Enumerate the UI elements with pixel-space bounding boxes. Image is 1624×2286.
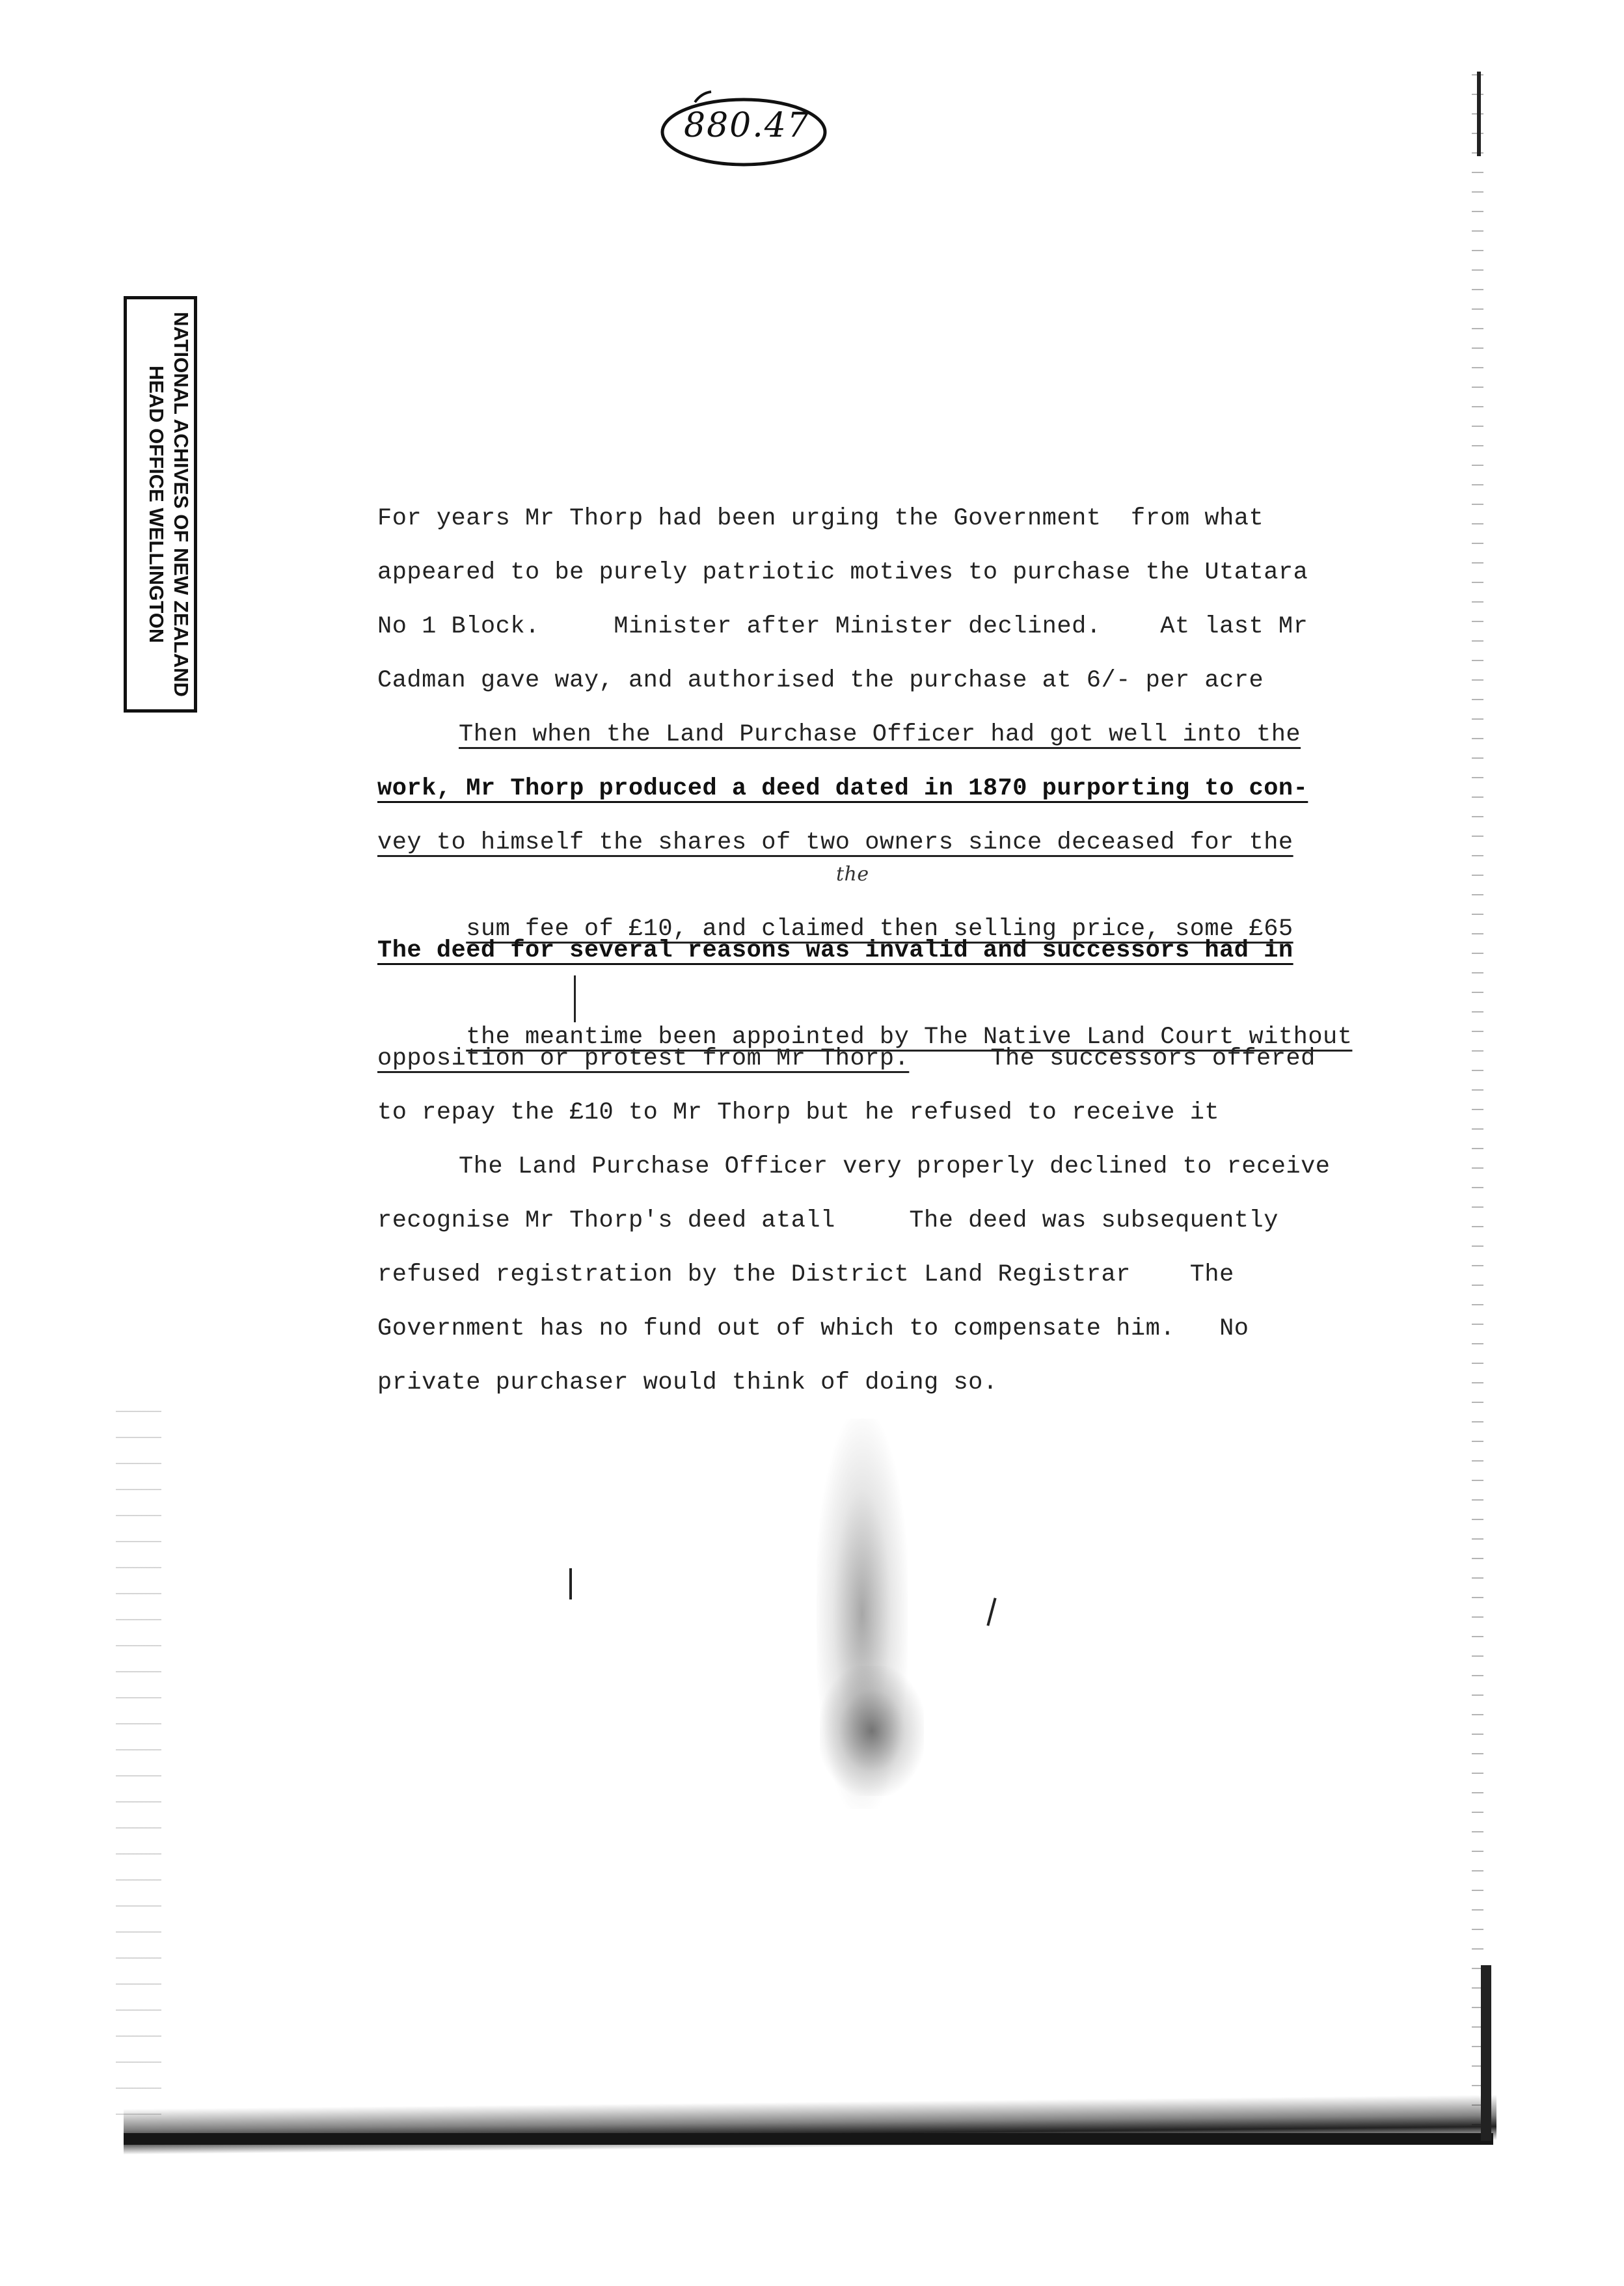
text-line: Government has no fund out of which to compensate him. No <box>377 1315 1249 1342</box>
text-line-underlined: work, Mr Thorp produced a deed dated in 1870 purporting to con- <box>377 775 1308 802</box>
text-line: No 1 Block. Minister after Minister declined. At last Mr <box>377 613 1308 640</box>
text-line: recognise Mr Thorp's deed atall The deed was subsequently <box>377 1207 1279 1234</box>
scan-bottom-shadow <box>124 2095 1496 2155</box>
text-line-underlined: the meantime been appointed by The Native Land Court without <box>377 988 1405 1042</box>
text-line: Cadman gave way, and authorised the purchase at 6/- per acre <box>377 667 1264 694</box>
text-line: The Land Purchase Officer very properly declined to receive <box>459 1153 1331 1180</box>
text-line-underlined: Then when the Land Purchase Officer had got well into the <box>459 721 1301 748</box>
archive-stamp <box>124 296 197 713</box>
scan-smudge-dark <box>820 1666 924 1796</box>
scan-noise-right <box>1472 65 1483 2147</box>
stray-mark <box>569 1568 572 1599</box>
folio-number <box>656 88 832 172</box>
typed-body <box>377 502 1405 1421</box>
scan-noise-left <box>116 1399 161 2115</box>
folio-number-text: 880.47 <box>684 106 810 145</box>
handwritten-mark <box>574 975 576 1022</box>
scan-bottom-edge <box>124 2133 1493 2145</box>
archive-stamp-line2: HEAD OFFICE WELLINGTON <box>144 365 168 644</box>
text-line: appeared to be purely patriotic motives to purchase the Utatara <box>377 559 1308 586</box>
scan-right-edge <box>1481 1965 1491 2141</box>
text-line-underlined: vey to himself the shares of two owners since deceased for the <box>377 829 1293 856</box>
archive-stamp-text <box>128 303 193 706</box>
stray-mark <box>1477 72 1481 156</box>
archive-stamp-line1: NATIONAL ACHIVES OF NEW ZEALAND <box>169 312 193 697</box>
text-line: to repay the £10 to Mr Thorp but he refused to receive it <box>377 1099 1220 1126</box>
text-line: private purchaser would think of doing so. <box>377 1369 998 1396</box>
text-line: opposition or protest from Mr Thorp. The successors offered <box>377 1045 1316 1072</box>
stray-mark <box>986 1598 996 1626</box>
text-line: refused registration by the District Land Registrar The <box>377 1261 1234 1288</box>
text-line: For years Mr Thorp had been urging the Government from what <box>377 505 1264 532</box>
text-line-underlined: sum fee of £10, and claimed then selling price, some £65 the <box>377 880 1405 934</box>
text-line-underlined: The deed for several reasons was invalid and successors had in <box>377 937 1293 964</box>
handwritten-insert: the <box>836 863 869 886</box>
